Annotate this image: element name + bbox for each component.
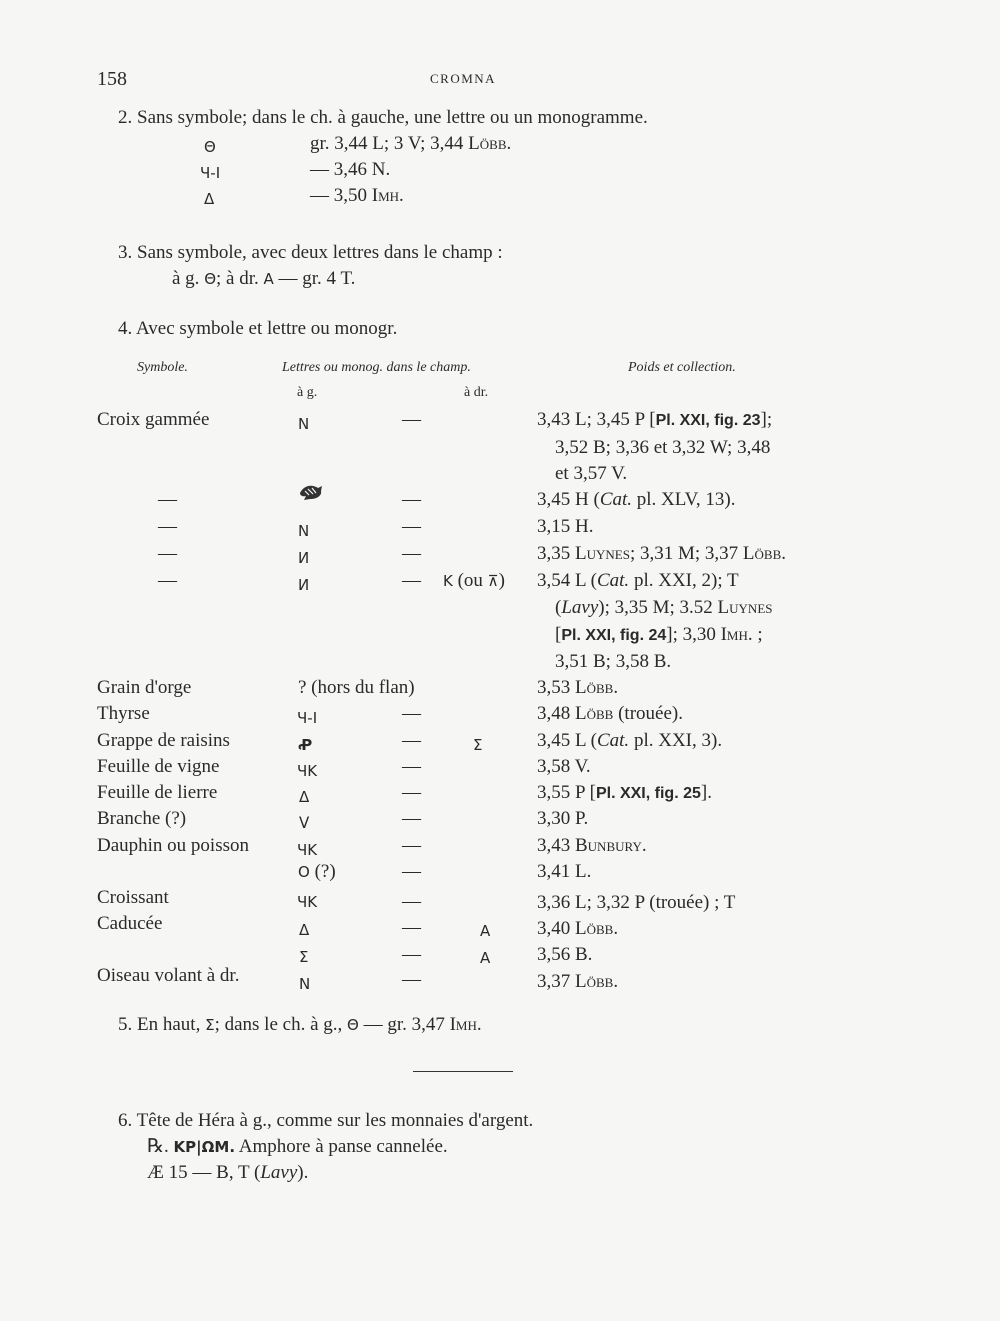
r12-dash: —: [402, 835, 421, 856]
r15-pa: 3,40: [537, 918, 575, 939]
r11-dash: —: [402, 808, 421, 829]
r3-left-letter: N: [298, 522, 310, 540]
r13-omicron: O: [298, 863, 310, 881]
r8-cat: Cat.: [596, 730, 630, 751]
r2-cat: Cat.: [599, 489, 633, 510]
r5-close: ): [498, 570, 505, 591]
s6-legend: KP|ΩM.: [173, 1138, 236, 1156]
r10-plate-ref: Pl. XXI, fig. 25: [595, 785, 701, 802]
r4-symbol: —: [158, 543, 177, 564]
r1-symbol: Croix gammée: [97, 409, 210, 430]
r16-right-letter: A: [480, 949, 491, 967]
s6-lavy: Lavy: [260, 1162, 298, 1183]
s2-row2-monogram: Ч‑I: [200, 164, 221, 182]
r4-left-letter: И: [298, 549, 310, 567]
dolphin-monogram-icon: [298, 483, 324, 501]
r1-weights-line2: 3,52 B; 3,36 et 3,32 W; 3,48: [555, 437, 771, 458]
r4-pc: ; 3,31 M; 3,37: [629, 543, 743, 564]
r3-weights: 3,15 H.: [537, 516, 594, 537]
s6-l3a: Æ 15 — B, T (: [147, 1162, 261, 1183]
s2-row3-monogram: Δ: [204, 190, 215, 208]
r9-dash: —: [402, 756, 421, 777]
r15-dash: —: [402, 917, 421, 938]
s5-b: ; dans le ch. à g.,: [214, 1014, 347, 1035]
page-number: 158: [97, 68, 127, 90]
section-3-line2: [172, 266, 355, 292]
r17-pa: 3,37: [537, 971, 575, 992]
r1-dash: —: [402, 409, 421, 430]
r5-left-letter: И: [298, 576, 310, 594]
r14-left-letter: ЧK: [297, 893, 318, 911]
r12-left-letter: ЧK: [297, 841, 318, 859]
r7-dash: —: [402, 703, 421, 724]
r1-p1c: ];: [760, 409, 773, 430]
r2-pa: 3,45 H (: [537, 489, 600, 510]
r1-plate-ref: Pl. XXI, fig. 23: [655, 412, 761, 429]
r14-dash: —: [402, 891, 421, 912]
r13-dash: —: [402, 861, 421, 882]
r10-pc: ].: [700, 782, 712, 803]
r5-ou: (ou: [452, 570, 488, 591]
r5-right-letters: [443, 568, 505, 594]
r5-p2a: (: [555, 597, 562, 618]
r5-kappa: K: [443, 572, 453, 590]
s6-description: Amphore à panse cannelée.: [235, 1136, 448, 1157]
s2-row1-text: [310, 131, 511, 157]
r6-pa: 3,53: [537, 677, 575, 698]
r2-symbol: —: [158, 489, 177, 510]
r5-p3a: [: [555, 624, 562, 645]
r5-luynes: Luynes: [717, 597, 773, 618]
r5-p3e: ;: [752, 624, 763, 645]
r6-symbol: Grain d'orge: [97, 677, 192, 698]
s5-a: 5. En haut,: [118, 1014, 206, 1035]
s2-row3-collection: Imh.: [371, 185, 404, 206]
r4-weights: [537, 541, 786, 567]
r13-weights: 3,41 L.: [537, 861, 592, 882]
subhead-a-droite: à dr.: [464, 385, 489, 400]
r5-weights-line2: [555, 595, 773, 621]
r5-p1c: pl. XXI, 2); T: [629, 570, 739, 591]
section-3-line1: 3. Sans symbole, avec deux lettres dans le champ :: [118, 242, 503, 263]
r16-dash: —: [402, 944, 421, 965]
r2-weights: [537, 487, 735, 513]
r17-left-letter: N: [299, 975, 311, 993]
r7-pc: (trouée).: [613, 703, 683, 724]
r15-symbol: Caducée: [97, 913, 163, 934]
r2-dash: —: [402, 489, 421, 510]
s5-theta: Θ: [347, 1016, 359, 1034]
r6-lobb: Löbb.: [575, 677, 619, 698]
r3-symbol: —: [158, 516, 177, 537]
col-head-symbole: Symbole.: [137, 360, 188, 375]
r17-lobb: Löbb.: [575, 971, 619, 992]
r8-pa: 3,45 L (: [537, 730, 597, 751]
r4-lobb: Löbb.: [742, 543, 786, 564]
r5-plate-ref: Pl. XXI, fig. 24: [561, 627, 667, 644]
r9-weights: 3,58 V.: [537, 756, 591, 777]
r10-pa: 3,55 P [: [537, 782, 596, 803]
r10-weights: [537, 780, 712, 807]
col-head-poids: Poids et collection.: [628, 360, 736, 375]
section-2-heading: 2. Sans symbole; dans le ch. à gauche, une lettre ou un monogramme.: [118, 107, 648, 128]
r1-left-letter: N: [298, 415, 310, 433]
s3-ag: à g.: [172, 268, 205, 289]
s6-reverse-mark: ℞.: [147, 1136, 174, 1157]
r15-lobb: Löbb.: [575, 918, 619, 939]
r7-left-letter: Ч‑I: [297, 709, 318, 727]
r5-lavy: Lavy: [561, 597, 599, 618]
s5-imh: Imh.: [449, 1014, 482, 1035]
section-6-line3: [147, 1160, 308, 1186]
r8-dash: —: [402, 730, 421, 751]
r5-symbol: —: [158, 570, 177, 591]
r5-imh: Imh.: [720, 624, 753, 645]
r4-luynes: Luynes: [575, 543, 630, 564]
r13-left-letter: [298, 859, 336, 885]
r11-symbol: Branche (?): [97, 808, 187, 829]
r7-symbol: Thyrse: [97, 703, 150, 724]
s2-row2-text: — 3,46 N.: [310, 159, 391, 180]
r3-dash: —: [402, 516, 421, 537]
r6-weights: [537, 675, 618, 701]
r8-symbol: Grappe de raisins: [97, 730, 230, 751]
col-head-lettres: Lettres ou monog. dans le champ.: [282, 360, 471, 375]
s3-weight: — gr. 4 T.: [273, 268, 356, 289]
r8-left-letter: Ꝓ: [298, 736, 313, 754]
s2-row1-monogram: Θ: [204, 138, 216, 156]
r17-symbol: Oiseau volant à dr.: [97, 965, 240, 986]
r4-pa: 3,35: [537, 543, 575, 564]
r15-left-letter: Δ: [299, 921, 310, 939]
section-6-line1: 6. Tête de Héra à g., comme sur les monnaies d'argent.: [118, 1110, 534, 1131]
r11-left-letter: ᐯ: [299, 814, 310, 832]
r17-weights: [537, 969, 618, 995]
r5-weights-line4: 3,51 B; 3,58 B.: [555, 651, 672, 672]
s3-adr: ; à dr.: [216, 268, 264, 289]
r12-weights: [537, 833, 647, 859]
r14-symbol: Croissant: [97, 887, 169, 908]
r12-bunbury: Bunbury.: [575, 835, 647, 856]
r17-dash: —: [402, 969, 421, 990]
section-5-line: [118, 1012, 482, 1038]
r8-right-letter: Σ: [473, 736, 483, 754]
r7-pa: 3,48: [537, 703, 575, 724]
r1-weights-line1: [537, 407, 772, 434]
r5-p3c: ]; 3,30: [666, 624, 721, 645]
r9-left-letter: ЧK: [297, 762, 318, 780]
r12-pa: 3,43: [537, 835, 575, 856]
s2-row3-weights: — 3,50: [310, 185, 372, 206]
r12-symbol: Dauphin ou poisson: [97, 835, 249, 856]
s5-c: — gr. 3,47: [358, 1014, 450, 1035]
r13-query: (?): [309, 861, 336, 882]
r5-p1a: 3,54 L (: [537, 570, 597, 591]
s2-row1-collection: Löbb.: [468, 133, 512, 154]
r2-pc: pl. XLV, 13).: [632, 489, 736, 510]
r15-weights: [537, 916, 618, 942]
r5-p2c: ); 3,35 M; 3.52: [598, 597, 718, 618]
r5-cat: Cat.: [596, 570, 630, 591]
r8-pc: pl. XXI, 3).: [629, 730, 723, 751]
r5-weights-line3: [555, 622, 763, 649]
section-divider: [413, 1071, 513, 1072]
r10-dash: —: [402, 782, 421, 803]
r7-lobb: Löbb: [575, 703, 614, 724]
r6-left-letter: ? (hors du flan): [298, 677, 415, 698]
r5-weights-line1: [537, 568, 739, 594]
s2-row3-text: [310, 183, 404, 209]
s6-l3c: ).: [297, 1162, 309, 1183]
section-4-heading: 4. Avec symbole et lettre ou monogr.: [118, 318, 398, 339]
r1-p1a: 3,43 L; 3,45 P [: [537, 409, 656, 430]
r11-weights: 3,30 P.: [537, 808, 589, 829]
subhead-a-gauche: à g.: [297, 385, 318, 400]
running-title: CROMNA: [430, 71, 497, 86]
r4-dash: —: [402, 543, 421, 564]
r1-weights-line3: et 3,57 V.: [555, 463, 628, 484]
s3-theta: Θ: [204, 270, 216, 288]
r5-dash: —: [402, 570, 421, 591]
r9-symbol: Feuille de vigne: [97, 756, 220, 777]
r7-weights: [537, 701, 683, 727]
s3-alpha: A: [263, 270, 274, 288]
r5-alt-monogram: ⊼: [487, 572, 499, 590]
r10-symbol: Feuille de lierre: [97, 782, 218, 803]
r10-left-letter: Δ: [299, 788, 310, 806]
s2-row1-weights: gr. 3,44 L; 3 V; 3,44: [310, 133, 469, 154]
r16-weights: 3,56 B.: [537, 944, 593, 965]
r8-weights: [537, 728, 722, 754]
r14-weights: 3,36 L; 3,32 P (trouée) ; T: [537, 892, 736, 913]
s5-sigma: Σ: [205, 1016, 215, 1034]
r16-left-letter: Ʃ: [299, 948, 309, 966]
section-6-line2: [147, 1134, 448, 1160]
r15-right-letter: A: [480, 922, 491, 940]
